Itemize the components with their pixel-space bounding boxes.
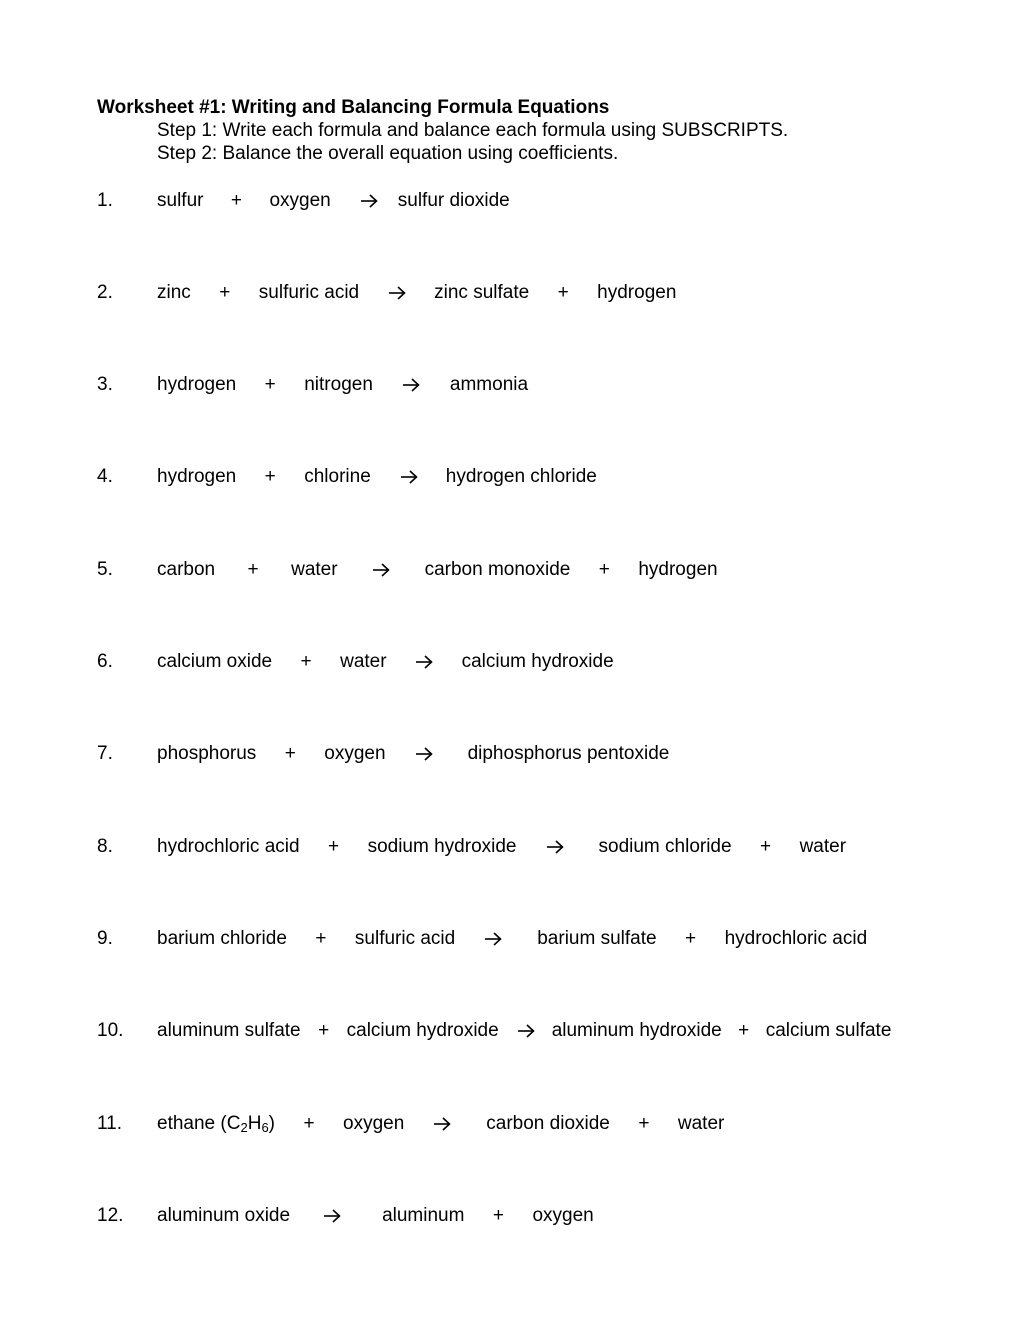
ethane-subscript-hydrogen: 6 — [261, 1120, 269, 1135]
worksheet-title: Worksheet #1: Writing and Balancing Formula Equations — [97, 97, 610, 118]
plus-sign: + — [492, 1205, 504, 1226]
reactant: zinc — [157, 282, 191, 303]
reactant: barium chloride — [157, 928, 287, 949]
problem-number: 10. — [97, 1020, 124, 1041]
plus-sign: + — [264, 466, 276, 487]
reactant: water — [291, 559, 338, 580]
plus-sign: + — [760, 836, 772, 857]
reactant: carbon — [157, 559, 216, 580]
product: water — [799, 836, 847, 857]
product: diphosphorus pentoxide — [467, 743, 670, 764]
problem-12 — [97, 1204, 977, 1228]
reactant: sulfuric acid — [258, 282, 360, 303]
reaction-arrow-icon — [433, 1112, 452, 1136]
problem-number: 5. — [97, 559, 113, 580]
reactant: calcium oxide — [157, 651, 273, 672]
product: sodium chloride — [598, 836, 732, 857]
reactant: oxygen — [324, 743, 386, 764]
problem-6 — [97, 650, 977, 674]
ethane-subscript-carbon: 2 — [240, 1120, 248, 1135]
plus-sign: + — [685, 928, 697, 949]
ethane-formula-close: ) — [268, 1113, 275, 1134]
problem-number: 4. — [97, 466, 113, 487]
product: zinc sulfate — [434, 282, 530, 303]
reactant: oxygen — [343, 1113, 405, 1134]
product: carbon monoxide — [424, 559, 571, 580]
equation — [157, 373, 528, 397]
plus-sign: + — [315, 928, 327, 949]
plus-sign: + — [318, 1020, 330, 1041]
reaction-arrow-icon — [517, 1019, 536, 1043]
product: calcium sulfate — [765, 1020, 892, 1041]
problem-number: 2. — [97, 282, 113, 303]
equation — [157, 835, 846, 859]
product: aluminum hydroxide — [551, 1020, 722, 1041]
product: oxygen — [532, 1205, 594, 1226]
equation — [157, 742, 669, 766]
product: barium sulfate — [537, 928, 657, 949]
equation — [157, 465, 597, 489]
problem-number: 3. — [97, 374, 113, 395]
problem-number: 9. — [97, 928, 113, 949]
reactant: sodium hydroxide — [367, 836, 517, 857]
plus-sign: + — [638, 1113, 650, 1134]
plus-sign: + — [247, 559, 259, 580]
reactant: water — [340, 651, 387, 672]
problem-9 — [97, 927, 977, 951]
plus-sign: + — [284, 743, 296, 764]
product: sulfur dioxide — [397, 190, 510, 211]
ethane-formula-mid: H — [247, 1113, 262, 1134]
equation — [157, 1112, 724, 1136]
reactant: phosphorus — [157, 743, 257, 764]
plus-sign: + — [264, 374, 276, 395]
reactant-name: ethane — [157, 1113, 216, 1134]
product: hydrochloric acid — [724, 928, 868, 949]
reaction-arrow-icon — [402, 373, 421, 397]
plus-sign: + — [303, 1113, 315, 1134]
reaction-arrow-icon — [546, 835, 565, 859]
plus-sign: + — [557, 282, 569, 303]
reactant: hydrogen — [157, 374, 237, 395]
plus-sign: + — [598, 559, 610, 580]
problem-number: 1. — [97, 190, 113, 211]
reaction-arrow-icon — [415, 742, 434, 766]
problem-number: 11. — [97, 1113, 123, 1134]
reactant: hydrochloric acid — [157, 836, 300, 857]
reactant: sulfuric acid — [354, 928, 456, 949]
plus-sign: + — [328, 836, 340, 857]
plus-sign: + — [300, 651, 312, 672]
problem-2 — [97, 281, 977, 305]
problem-1 — [97, 189, 977, 213]
problem-5 — [97, 558, 977, 582]
problem-number: 12. — [97, 1205, 124, 1226]
plus-sign: + — [738, 1020, 750, 1041]
problem-4 — [97, 465, 977, 489]
equation — [157, 281, 676, 305]
reaction-arrow-icon — [415, 650, 434, 674]
problem-11 — [97, 1112, 977, 1136]
reactant: chlorine — [304, 466, 371, 487]
reactant: oxygen — [269, 190, 331, 211]
plus-sign: + — [230, 190, 243, 211]
reaction-arrow-icon — [323, 1204, 342, 1228]
reactant: calcium hydroxide — [346, 1020, 499, 1041]
equation — [157, 558, 718, 582]
problem-number: 6. — [97, 651, 113, 672]
step-1-instruction: Step 1: Write each formula and balance each formula using SUBSCRIPTS. — [157, 120, 789, 141]
reaction-arrow-icon — [360, 189, 379, 213]
product: calcium hydroxide — [461, 651, 614, 672]
product: hydrogen — [638, 559, 718, 580]
equation — [157, 189, 510, 213]
problem-8 — [97, 835, 977, 859]
product: carbon dioxide — [486, 1113, 610, 1134]
product: water — [677, 1113, 725, 1134]
equation — [157, 927, 867, 951]
problem-10 — [97, 1019, 977, 1043]
reactant-ethane — [157, 1112, 275, 1136]
step-2-instruction: Step 2: Balance the overall equation using coefficients. — [157, 143, 619, 164]
problem-7 — [97, 742, 977, 766]
reaction-arrow-icon — [400, 465, 419, 489]
reaction-arrow-icon — [372, 558, 391, 582]
product: hydrogen — [597, 282, 677, 303]
reactant: aluminum oxide — [157, 1205, 291, 1226]
problem-3 — [97, 373, 977, 397]
product: aluminum — [382, 1205, 465, 1226]
equation — [157, 1204, 594, 1228]
problem-number: 8. — [97, 836, 113, 857]
product: ammonia — [449, 374, 529, 395]
reaction-arrow-icon — [484, 927, 503, 951]
reactant: hydrogen — [157, 466, 237, 487]
reactant: sulfur — [157, 190, 204, 211]
plus-sign: + — [219, 282, 231, 303]
reactant: aluminum sulfate — [157, 1020, 301, 1041]
product: hydrogen chloride — [445, 466, 597, 487]
problem-number: 7. — [97, 743, 113, 764]
reactant: nitrogen — [304, 374, 373, 395]
ethane-formula-open: (C — [220, 1113, 241, 1134]
equation — [157, 650, 614, 674]
equation — [157, 1019, 891, 1043]
reaction-arrow-icon — [388, 281, 407, 305]
